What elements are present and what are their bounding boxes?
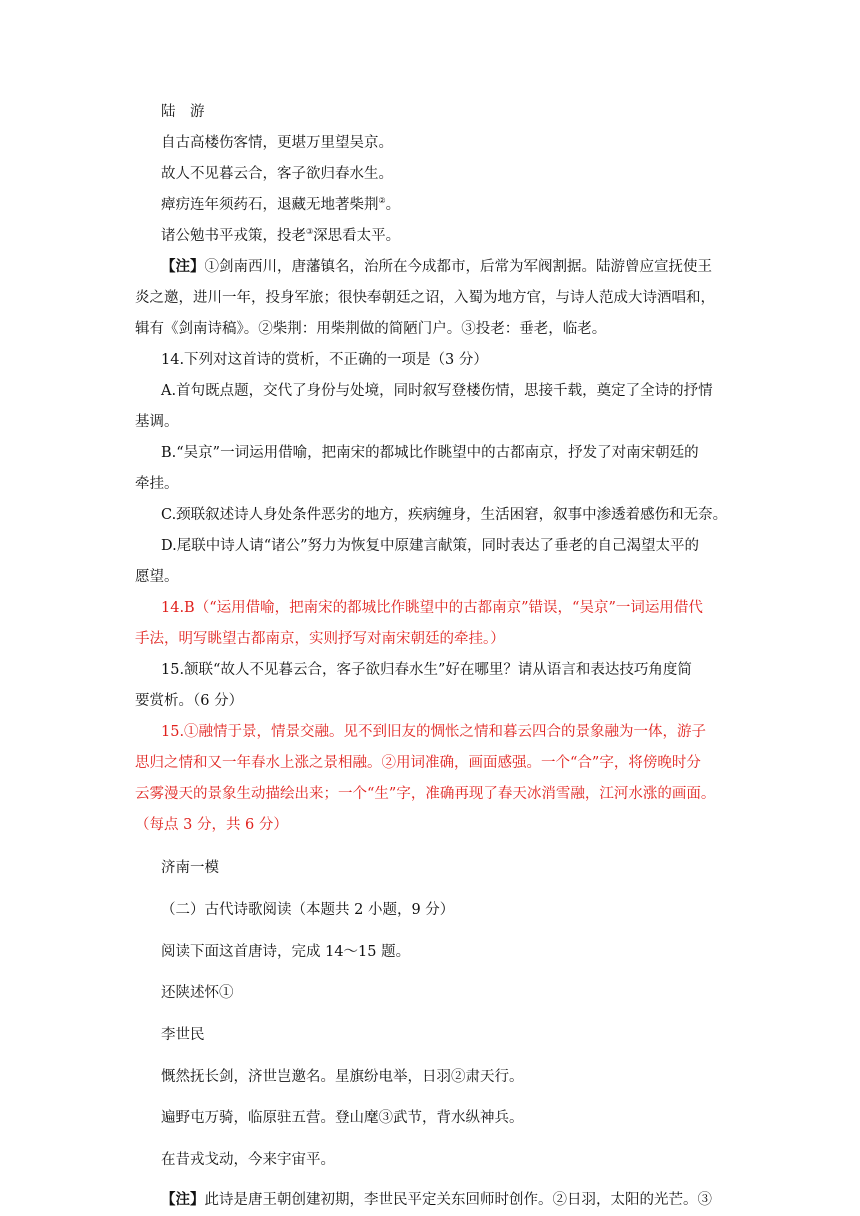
note-line-2: 炎之邀，进川一年，投身军旅；很快奉朝廷之诏，入蜀为地方官，与诗人范成大诗酒唱和， <box>135 290 715 306</box>
answer-15-line-3: 云雾漫天的景象生动描绘出来；一个“生”字，准确再现了春天冰消雪融，江河水涨的画面。 <box>135 786 716 802</box>
answer-14-line-1: 14.B（“运用借喻，把南宋的都城比作眺望中的古都南京”错误，“吴京”一词运用借代 <box>161 600 703 616</box>
option-b-line-2: 牵挂。 <box>135 476 179 492</box>
answer-15-line-4: （每点 3 分，共 6 分） <box>135 817 288 833</box>
option-c: C.颈联叙述诗人身处条件恶劣的地方，疾病缠身，生活困窘，叙事中渗透着感伤和无奈。 <box>161 507 728 523</box>
note-line-1: 【注】①剑南西川，唐藩镇名，治所在今成都市，后常为军阀割据。陆游曾应宣抚使王 <box>161 258 712 275</box>
section-heading: （二）古代诗歌阅读（本题共 2 小题，9 分） <box>161 902 455 918</box>
poem2-line-3: 在昔戎戈动，今来宇宙平。 <box>161 1152 335 1168</box>
poem-line-4: 诸公勉书平戎策，投老③深思看太平。 <box>161 227 401 244</box>
note-label: 【注】 <box>161 258 205 275</box>
poem-author: 陆 游 <box>161 104 205 120</box>
question-15-stem-1: 15.颔联“故人不见暮云合，客子欲归春水生”好在哪里？请从语言和表达技巧角度简 <box>161 662 692 678</box>
option-d-line-1: D.尾联中诗人请“诸公”努力为恢复中原建言献策，同时表达了垂老的自己渴望太平的 <box>161 538 700 554</box>
question-15-stem-2: 要赏析。（6 分） <box>135 693 244 709</box>
option-d-line-2: 愿望。 <box>135 569 179 585</box>
question-14-stem: 14.下列对这首诗的赏析，不正确的一项是（3 分） <box>161 352 488 368</box>
poem-line-2: 故人不见暮云合，客子欲归春水生。 <box>161 166 393 182</box>
answer-15-line-1: 15.①融情于景，情景交融。见不到旧友的惆怅之情和暮云四合的景象融为一体，游子 <box>161 724 707 740</box>
option-b-line-1: B.“吴京”一词运用借喻，把南宋的都城比作眺望中的古都南京，抒发了对南宋朝廷的 <box>161 445 699 461</box>
poem2-line-1: 慨然抚长剑，济世岂邀名。星旗纷电举，日羽②肃天行。 <box>161 1069 524 1085</box>
source-label: 济南一模 <box>161 860 219 876</box>
poem2-author: 李世民 <box>161 1027 205 1043</box>
note2-label: 【注】 <box>161 1191 205 1208</box>
answer-14-line-2: 手法，明写眺望古都南京，实则抒写对南宋朝廷的牵挂。） <box>135 631 505 647</box>
note2: 【注】此诗是唐王朝创建初期，李世民平定关东回师时创作。②日羽，太阳的光芒。③ <box>161 1191 712 1208</box>
poem2-title: 还陕述怀① <box>161 985 234 1001</box>
instruction: 阅读下面这首唐诗，完成 14～15 题。 <box>161 944 411 960</box>
poem-line-3: 瘴疠连年须药石，退藏无地著柴荆②。 <box>161 196 401 213</box>
option-a-line-1: A.首句既点题，交代了身份与处境，同时叙写登楼伤情，思接千载，奠定了全诗的抒情 <box>161 383 713 399</box>
poem2-line-2: 遍野屯万骑，临原驻五营。登山麾③武节，背水纵神兵。 <box>161 1110 524 1126</box>
option-a-line-2: 基调。 <box>135 414 179 430</box>
note-line-3: 辑有《剑南诗稿》。②柴荆：用柴荆做的简陋门户。③投老：垂老，临老。 <box>135 321 607 337</box>
answer-15-line-2: 思归之情和又一年春水上涨之景相融。②用词准确，画面感强。一个“合”字，将傍晚时分 <box>135 755 701 771</box>
poem-line-1: 自古高楼伤客情，更堪万里望吴京。 <box>161 135 393 151</box>
